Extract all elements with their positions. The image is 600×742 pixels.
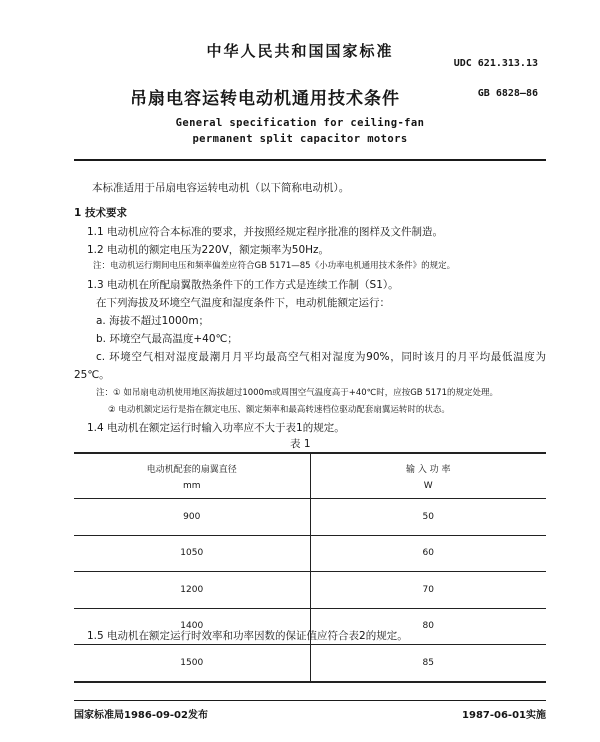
issue-date: 国家标准局1986-09-02发布 [74, 710, 208, 721]
clause-1-3-conditions: 在下列海拔及环境空气温度和湿度条件下，电动机能额定运行： [96, 297, 390, 309]
footer-rule [74, 700, 546, 701]
col-diameter-header [74, 453, 310, 499]
col-power-unit: W [423, 480, 433, 491]
clause-1-4: 1.4 电动机在额定运行时输入功率应不大于表1的规定。 [87, 422, 345, 434]
udc-code: UDC 621.313.13 [453, 58, 538, 69]
col-power-title: 输 入 功 率 [405, 464, 451, 475]
col-power-header [310, 453, 546, 499]
power-cell: 85 [310, 645, 546, 682]
english-title-line2: permanent split capacitor motors [192, 133, 408, 145]
header-rule [74, 159, 546, 161]
col-diameter-unit: mm [182, 480, 201, 491]
section-1-heading: 1 技术要求 [74, 207, 127, 219]
note-2a: 注：① 如吊扇电动机使用地区海拔超过1000m或周围空气温度高于+40℃时，应按GB 5171的规定处理。 [96, 388, 498, 398]
diameter-cell: 1400 [74, 608, 310, 645]
col-diameter-title: 电动机配套的扇翼直径 [146, 464, 237, 475]
table-row [74, 535, 546, 572]
table-header-row [74, 453, 546, 499]
input-power-table [74, 452, 546, 683]
table-row [74, 645, 546, 682]
effective-date: 1987-06-01实施 [462, 710, 546, 721]
diameter-cell: 1200 [74, 572, 310, 609]
power-cell: 60 [310, 535, 546, 572]
power-cell: 70 [310, 572, 546, 609]
item-a: a. 海拔不超过1000m； [96, 315, 210, 327]
table-row [74, 499, 546, 536]
diameter-cell: 1050 [74, 535, 310, 572]
note-2b: ② 电动机额定运行是指在额定电压、额定频率和最高转速档位驱动配套扇翼运转时的状态。 [108, 405, 450, 415]
clause-1-1: 1.1 电动机应符合本标准的要求，并按照经规定程序批准的图样及文件制造。 [87, 226, 444, 238]
table-row [74, 572, 546, 609]
clause-1-3: 1.3 电动机在所配扇翼散热条件下的工作方式是连续工作制（S1）。 [87, 279, 399, 291]
clause-1-2: 1.2 电动机的额定电压为220V，额定频率为50Hz。 [87, 244, 330, 256]
power-cell: 50 [310, 499, 546, 536]
diameter-cell: 1500 [74, 645, 310, 682]
intro-text: 本标准适用于吊扇电容运转电动机（以下简称电动机）。 [92, 182, 350, 194]
table-1-caption: 表 1 [290, 438, 311, 450]
clause-1-5: 1.5 电动机在额定运行时效率和功率因数的保证值应符合表2的规定。 [87, 630, 408, 642]
item-b: b. 环境空气最高温度+40℃； [96, 333, 238, 345]
item-c: c. 环境空气相对湿度最潮月月平均最高空气相对湿度为90%，同时该月的月平均最低温度为 [96, 351, 546, 363]
document-title: 吊扇电容运转电动机通用技术条件 [130, 89, 400, 109]
note-1: 注：电动机运行期间电压和频率偏差应符合GB 5171—85《小功率电机通用技术条件》的规定。 [93, 261, 456, 271]
standard-organization: 中华人民共和国国家标准 [206, 42, 394, 60]
diameter-cell: 900 [74, 499, 310, 536]
gb-number: GB 6828—86 [477, 88, 538, 99]
item-c-continued: 25℃。 [74, 369, 110, 381]
power-cell: 80 [310, 608, 546, 645]
english-title-line1: General specification for ceiling-fan [175, 117, 425, 129]
